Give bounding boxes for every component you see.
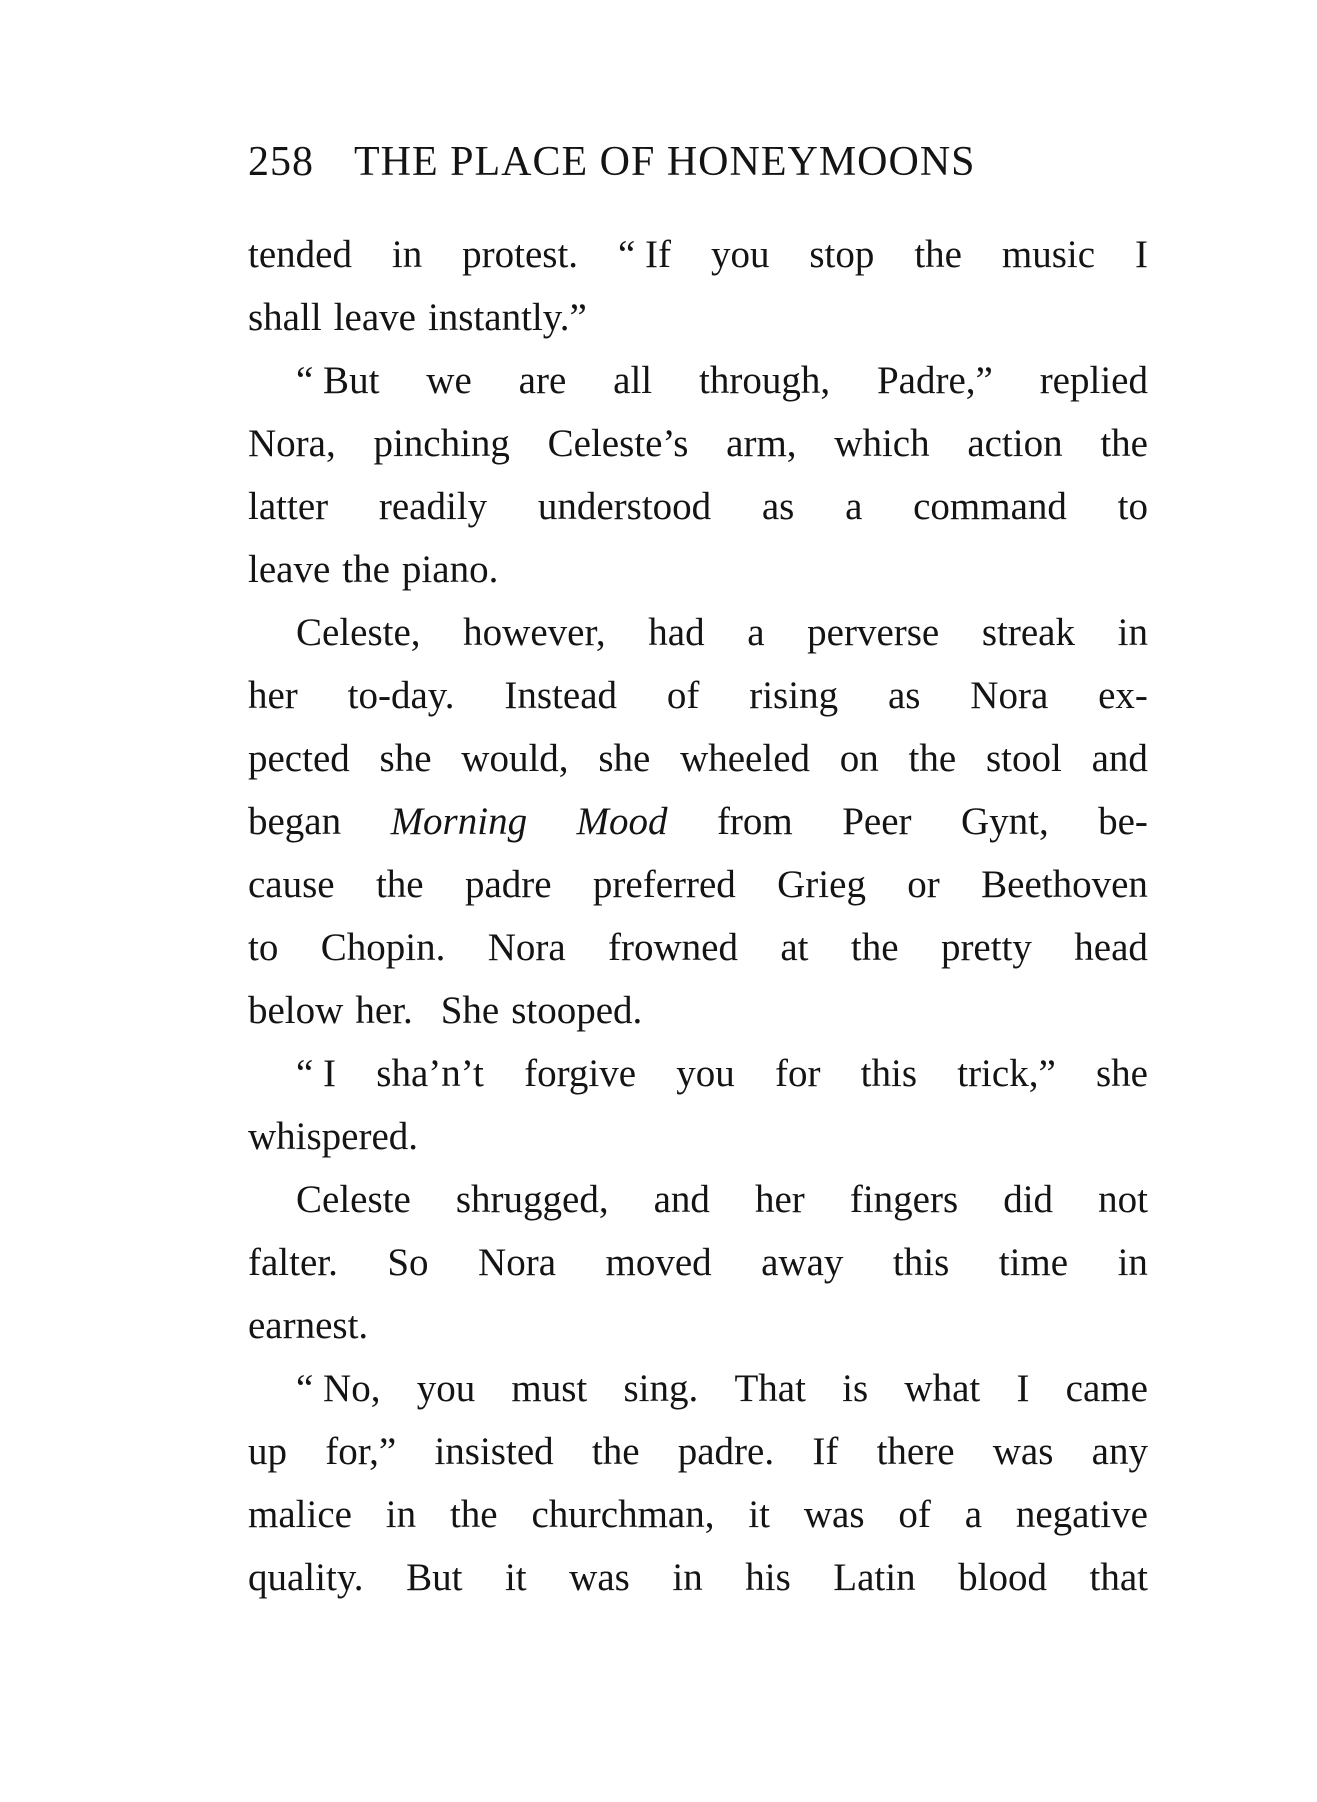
word: for,” [325, 1430, 397, 1473]
word: blood [958, 1556, 1047, 1599]
word: moved [605, 1241, 712, 1284]
text-line [248, 1546, 1148, 1609]
word: his [745, 1556, 791, 1599]
text-line [248, 916, 1148, 979]
word: perverse [807, 611, 940, 654]
word: arm, [726, 422, 797, 465]
word: we [426, 359, 472, 402]
word: below [248, 989, 344, 1032]
word: this [860, 1052, 918, 1095]
word: the [449, 1493, 498, 1536]
word: protest. [462, 233, 579, 276]
word: her. [355, 989, 413, 1032]
word: came [1065, 1367, 1148, 1410]
word: a [845, 485, 863, 528]
word: understood [537, 485, 712, 528]
text-line [248, 1105, 1148, 1168]
word: tended [248, 233, 352, 276]
word: did [1003, 1178, 1054, 1221]
word: what [904, 1367, 981, 1410]
word: sha’n’t [376, 1052, 484, 1095]
word: through, [699, 359, 831, 402]
word: Grieg [777, 863, 866, 906]
word: rising [749, 674, 839, 717]
word: she [379, 737, 432, 780]
text-line [248, 1042, 1148, 1105]
word: I [1016, 1367, 1030, 1410]
word: But [406, 1556, 463, 1599]
word: had [648, 611, 705, 654]
word: you [416, 1367, 476, 1410]
word: to [248, 926, 279, 969]
word: pretty [940, 926, 1032, 969]
word: pinching [373, 422, 510, 465]
word: the [914, 233, 962, 276]
word: that [1089, 1556, 1148, 1599]
word: That [734, 1367, 806, 1410]
word: in [672, 1556, 703, 1599]
word: at [780, 926, 809, 969]
word: churchman, [531, 1493, 715, 1536]
word: all [613, 359, 653, 402]
word: leave [333, 296, 416, 339]
word: whispered. [248, 1115, 419, 1158]
word: stop [809, 233, 875, 276]
word: I [1134, 233, 1148, 276]
word: negative [1015, 1493, 1148, 1536]
word: was [569, 1556, 630, 1599]
word: the [342, 548, 390, 591]
word: time [998, 1241, 1069, 1284]
word: instantly.” [427, 296, 587, 339]
word: preferred [592, 863, 736, 906]
word: up [248, 1430, 287, 1473]
word: Peer [842, 800, 912, 843]
text-line [248, 1483, 1148, 1546]
word: So [387, 1241, 429, 1284]
word: began [248, 800, 342, 843]
word: it [748, 1493, 770, 1536]
text-line [248, 1231, 1148, 1294]
word: cause [248, 863, 335, 906]
word: would, [461, 737, 569, 780]
text-line [248, 979, 1148, 1042]
text-line [248, 1357, 1148, 1420]
word: as [761, 485, 795, 528]
word: the [375, 863, 424, 906]
word: wheeled [680, 737, 811, 780]
word: ex- [1098, 674, 1148, 717]
word: it [504, 1556, 527, 1599]
word: of [898, 1493, 931, 1536]
word: pected [248, 737, 350, 780]
word: command [913, 485, 1067, 528]
word: stooped. [511, 989, 643, 1032]
word: If [812, 1430, 839, 1473]
word: a [747, 611, 765, 654]
word: her [754, 1178, 805, 1221]
word: to [1117, 485, 1148, 528]
word: her [248, 674, 298, 717]
text-line [248, 1420, 1148, 1483]
word: are [518, 359, 567, 402]
text-line [248, 1294, 1148, 1357]
word: earnest. [248, 1304, 369, 1347]
word: latter [248, 485, 329, 528]
word: not [1098, 1178, 1148, 1221]
word: malice [248, 1493, 352, 1536]
word: and [1091, 737, 1148, 780]
word: trick,” [957, 1052, 1056, 1095]
word: Nora [487, 926, 566, 969]
text-line [248, 664, 1148, 727]
word: the [850, 926, 899, 969]
word: Gynt, [960, 800, 1049, 843]
text-line [248, 349, 1148, 412]
word: the [1100, 422, 1148, 465]
word: Nora [478, 1241, 557, 1284]
body-text [248, 223, 1148, 1609]
word: you [710, 233, 770, 276]
word: Chopin. [320, 926, 446, 969]
text-line [248, 538, 1148, 601]
word: was [803, 1493, 865, 1536]
word: however, [463, 611, 606, 654]
word: Instead [504, 674, 618, 717]
word: stool [985, 737, 1062, 780]
word: Nora, [248, 422, 336, 465]
word: padre. [677, 1430, 775, 1473]
word: the [908, 737, 957, 780]
word: action [967, 422, 1063, 465]
running-title: THE PLACE OF HONEYMOONS [354, 139, 976, 185]
text-line [248, 1168, 1148, 1231]
word: of [666, 674, 700, 717]
word: in [385, 1493, 417, 1536]
text-line [248, 601, 1148, 664]
word: you [676, 1052, 735, 1095]
text-line [248, 412, 1148, 475]
word: She [440, 989, 500, 1032]
word: insisted [434, 1430, 554, 1473]
word: and [653, 1178, 710, 1221]
word: which [834, 422, 930, 465]
word: “ I [296, 1052, 337, 1095]
word: the [591, 1430, 640, 1473]
word: replied [1039, 359, 1148, 402]
word: Nora [970, 674, 1049, 717]
word: forgive [524, 1052, 637, 1095]
word: “ But [296, 359, 380, 402]
text-line [248, 286, 1148, 349]
word: any [1091, 1430, 1148, 1473]
word: on [839, 737, 879, 780]
word: piano. [401, 548, 499, 591]
word: a [964, 1493, 982, 1536]
text-line [248, 475, 1148, 538]
word: there [876, 1430, 955, 1473]
word: Celeste [296, 1178, 411, 1221]
text-line [248, 223, 1148, 286]
word: away [761, 1241, 844, 1284]
word: Celeste, [296, 611, 421, 654]
word: sing. [623, 1367, 699, 1410]
word: shrugged, [455, 1178, 609, 1221]
text-line [248, 727, 1148, 790]
word: quality. [248, 1556, 364, 1599]
word: in [391, 233, 423, 276]
word: was [992, 1430, 1054, 1473]
word: Beethoven [981, 863, 1148, 906]
word: Celeste’s [547, 422, 689, 465]
word: is [842, 1367, 869, 1410]
word: she [598, 737, 651, 780]
italic-title-word: Morning [390, 800, 528, 843]
word: streak [981, 611, 1075, 654]
word: for [774, 1052, 821, 1095]
word: or [907, 863, 940, 906]
page-number: 258 [248, 139, 314, 185]
word: “ No, [296, 1367, 381, 1410]
word: fingers [849, 1178, 959, 1221]
word: leave [248, 548, 331, 591]
word: padre [464, 863, 552, 906]
word: be- [1098, 800, 1148, 843]
text-line [248, 853, 1148, 916]
word: as [887, 674, 921, 717]
word: in [1117, 1241, 1148, 1284]
word: this [892, 1241, 950, 1284]
italic-title-word: Mood [576, 800, 668, 843]
word: head [1074, 926, 1148, 969]
word: Latin [833, 1556, 916, 1599]
word: Padre,” [876, 359, 993, 402]
word: in [1117, 611, 1148, 654]
word: she [1095, 1052, 1148, 1095]
word: from [716, 800, 793, 843]
word: to-day. [347, 674, 455, 717]
word: music [1001, 233, 1096, 276]
word: shall [248, 296, 322, 339]
word: “ If [617, 233, 672, 276]
running-header [248, 138, 1148, 186]
text-line [248, 790, 1148, 853]
word: falter. [248, 1241, 338, 1284]
word: readily [378, 485, 488, 528]
word: must [511, 1367, 588, 1410]
word: frowned [608, 926, 738, 969]
